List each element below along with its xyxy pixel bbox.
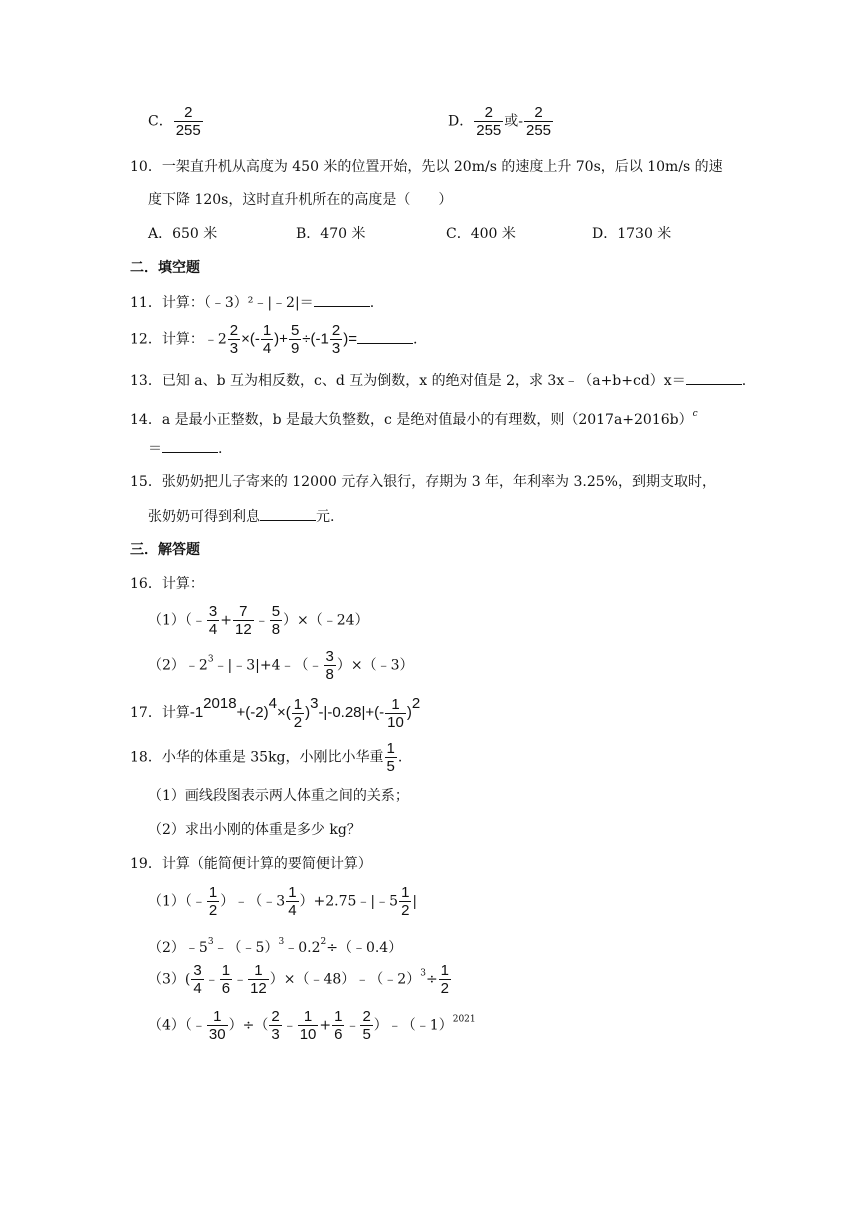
fraction: $\frac{2}{3}$ (271, 1008, 280, 1043)
answer-blank (260, 506, 316, 521)
q19-part4: （4）（﹣ $\frac{1}{30}$ ）÷（ $\frac{2}{3}$ ﹣ $\frac{1}{10}$ + $\frac{1}{6}$ ﹣ $\frac{2}{5}$ ）﹣（﹣1）$^{2021}$ (148, 1008, 476, 1043)
q14-line2: ＝ . (148, 438, 222, 459)
q10-option-b: B．470 米 (296, 226, 366, 242)
q18-line1: 18．小华的体重是 35kg，小刚比小华重 $\frac{1}{5}$ . (130, 740, 403, 775)
section-heading-solve: 三．解答题 (130, 542, 200, 558)
q16-part2: $(2)﹣2^3﹣|﹣3|+4﹣(﹣$ $\frac{3}{8}$ ）×（﹣3） (148, 648, 414, 683)
fraction: $\frac{1}{5}$ (386, 740, 395, 775)
q12: 12．计算：﹣2 $\frac{2}{3}$ ×(- $\frac{1}{4}$ )+ $\frac{5}{9}$ ÷(-1 $\frac{2}{3}$ )= . (130, 322, 418, 357)
answer-blank (314, 292, 370, 307)
q16-part1: （1）（﹣ $\frac{3}{4}$ + $\frac{7}{12}$ ﹣ $\frac{5}{8}$ ）×（﹣24） (148, 603, 369, 638)
fraction: $\frac{1}{2}$ (208, 884, 218, 919)
fraction: $\frac{1}{6}$ (221, 962, 231, 997)
q10-line2: 度下降 120s，这时直升机所在的高度是（ ） (148, 192, 453, 208)
fraction: $\frac{2}{255}$ (476, 104, 502, 139)
fraction: $\frac{1}{2}$ (440, 962, 450, 997)
q19-part3: （3）( $\frac{3}{4}$ ﹣ $\frac{1}{6}$ ﹣ $\frac{1}{12}$ ）×（﹣48）﹣（﹣2）$^3$÷ $\frac{1}{2}$ (148, 962, 450, 997)
fraction: $\frac{7}{12}$ (235, 603, 252, 638)
fraction: $\frac{2}{5}$ (362, 1008, 371, 1043)
fraction: $\frac{1}{2}$ (401, 884, 410, 919)
fraction: $\frac{1}{12}$ (250, 962, 267, 997)
q18-part1: （1）画线段图表示两人体重之间的关系； (148, 788, 409, 804)
fraction: $\frac{3}{4}$ (193, 962, 202, 997)
q10-option-d: D．1730 米 (592, 226, 672, 242)
fraction: $\frac{3}{8}$ (325, 648, 334, 683)
answer-blank (357, 329, 413, 344)
q19-part1: （1）（﹣ $\frac{1}{2}$ ）﹣（﹣3 $\frac{1}{4}$ ）+2.75﹣|﹣5 $\frac{1}{2}$ | (148, 884, 418, 919)
q16-title: 16．计算： (130, 576, 204, 592)
q9-option-d: D． $\frac{2}{255}$ 或- $\frac{2}{255}$ (448, 104, 552, 139)
q11: 11．计算：（﹣3）²﹣|﹣2|＝ . (130, 292, 374, 313)
q13: 13．已知 a、b 互为相反数，c、d 互为倒数，x 的绝对值是 2，求 3x﹣（a+b+cd）x＝ . (130, 370, 746, 391)
answer-blank (686, 370, 742, 385)
fraction: $\frac{2}{3}$ (331, 322, 341, 357)
q15-line1: 15．张奶奶把儿子寄来的 12000 元存入银行，存期为 3 年，年利率为 3.25%，到期支取时， (130, 474, 716, 490)
q9-option-c: C． $\frac{2}{255}$ (148, 104, 201, 139)
section-heading-fill-in: 二．填空题 (130, 260, 200, 276)
fraction: $\frac{5}{8}$ (271, 603, 281, 638)
q18-part2: （2）求出小刚的体重是多少 kg？ (148, 822, 361, 838)
fraction: $\frac{2}{3}$ (229, 322, 239, 357)
fraction: $\frac{1}{4}$ (288, 884, 297, 919)
fraction: $\frac{1}{6}$ (334, 1008, 343, 1043)
q10-line1: 10．一架直升机从高度为 450 米的位置开始，先以 20m/s 的速度上升 70s，后以 10m/s 的速 (130, 159, 723, 175)
fraction: $\frac{1}{2}$ (293, 695, 303, 731)
fraction: $\frac{2}{255}$ (526, 104, 552, 139)
q15-line2: 张奶奶可得到利息 元. (148, 506, 334, 527)
q10-option-a: A．650 米 (148, 226, 218, 242)
fraction: $\frac{3}{4}$ (208, 603, 218, 638)
q17: 17．计算-12018+(-2)4×( $\frac{1}{2}$ )3-|-0.28|+(- $\frac{1}{10}$ )2 (130, 695, 421, 731)
fraction: $\frac{1}{10}$ (387, 695, 404, 731)
q14-line1: 14．a 是最小正整数，b 是最大负整数，c 是绝对值最小的有理数，则$(2017a+2016b)^c$ (130, 409, 698, 428)
q10-option-c: C．400 米 (446, 226, 516, 242)
fraction: $\frac{2}{255}$ (175, 104, 201, 139)
fraction: $\frac{1}{4}$ (262, 322, 272, 357)
fraction: $\frac{1}{30}$ (208, 1008, 226, 1043)
q19-title: 19．计算（能简便计算的要简便计算） (130, 856, 372, 872)
fraction: $\frac{5}{9}$ (290, 322, 300, 357)
answer-blank (162, 438, 218, 453)
fraction: $\frac{1}{10}$ (299, 1008, 317, 1043)
q19-part2: $(2)﹣5^3﹣(﹣5)^3﹣0.2^2\div(﹣0.4)$ (148, 937, 403, 956)
